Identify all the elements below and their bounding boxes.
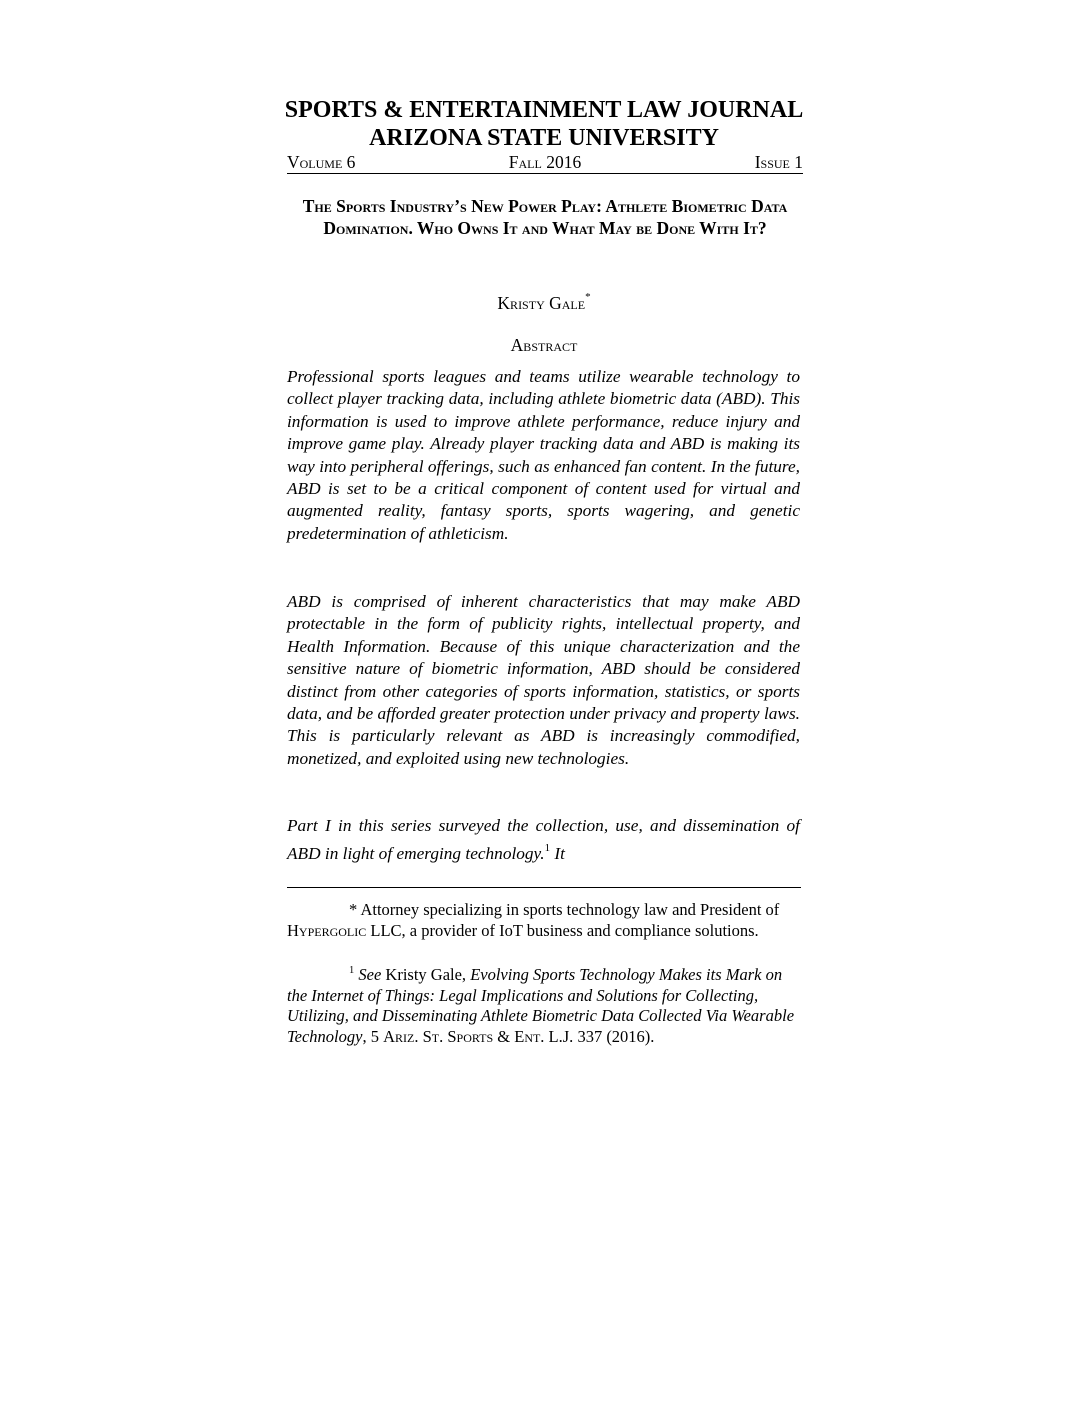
footnote-1-title: Evolving Sports Technology Makes its Mark on the Internet of Things: Legal Implications and Solutions for Collecting, Utilizing, and Disseminating Athlete Biometric Data Collected Via Wearable Technology: [287, 965, 795, 1046]
season-label: Fall 2016: [508, 152, 582, 172]
footnote-1-journal: Ariz. St. Sports & Ent. L.J.: [383, 1026, 574, 1046]
footnote-author-text: Attorney specializing in sports technology law and President of: [360, 900, 780, 919]
journal-title: SPORTS & ENTERTAINMENT LAW JOURNAL: [284, 97, 804, 123]
paragraph-3-text: Part I in this series surveyed the collection, use, and dissemination of ABD in light of emerging technology.: [287, 816, 800, 864]
issue-label: Issue 1: [754, 152, 803, 172]
author-footnote-marker: *: [585, 291, 591, 303]
footnote-1-author: Kristy Gale,: [381, 965, 471, 984]
author-line: [0, 286, 1088, 314]
company-name: Hypergolic: [287, 920, 367, 940]
abstract-paragraph-3: [287, 815, 800, 866]
article-title: The Sports Industry’s New Power Play: Athlete Biometric Data Domination. Who Owns It and What May be Done With It?: [302, 196, 788, 239]
footnote-star-marker: *: [349, 900, 358, 919]
issue-bar: [287, 151, 803, 174]
footnote-1: [287, 961, 801, 1047]
footnote-1-number: 1: [349, 965, 355, 976]
footnote-ref-1: 1: [544, 842, 551, 855]
footnote-author: [287, 900, 801, 941]
abstract-paragraph-1: Professional sports leagues and teams utilize wearable technology to collect player tracking data, including athlete biometric data (ABD). This information is used to improve athlete performance, reduce injury and improve game play. Already player tracking data and ABD is making its way into peripheral offerings, such as enhanced fan content. In the future, ABD is set to be a critical component of content used for virtual and augmented reality, fantasy sports, sports wagering, and genetic predetermination of athleticism.: [287, 367, 800, 543]
footnote-1-signal: See: [358, 965, 382, 984]
author-name: Kristy Gale: [497, 293, 586, 313]
abstract-heading: Abstract: [510, 335, 578, 355]
paragraph-3-tail: It: [554, 844, 565, 864]
footnote-author-text-end: LLC, a provider of IoT business and compliance solutions.: [366, 920, 759, 940]
footnote-1-pages: 337 (2016).: [573, 1026, 655, 1046]
footnote-1-volume: , 5: [362, 1026, 384, 1046]
footnote-separator: [287, 887, 801, 888]
volume-label: Volume 6: [287, 152, 356, 172]
journal-university: ARIZONA STATE UNIVERSITY: [369, 125, 719, 151]
abstract-paragraph-2: ABD is comprised of inherent characteristics that may make ABD protectable in the form of publicity rights, intellectual property, and Health Information. Because of this unique characterization and the sensitive nature of biometric information, ABD should be considered distinct from other categories of sports information, statistics, or sports data, and be afforded greater protection under privacy and property laws. This is particularly relevant as ABD is increasingly commodified, monetized, and exploited using new technologies.: [287, 592, 800, 768]
